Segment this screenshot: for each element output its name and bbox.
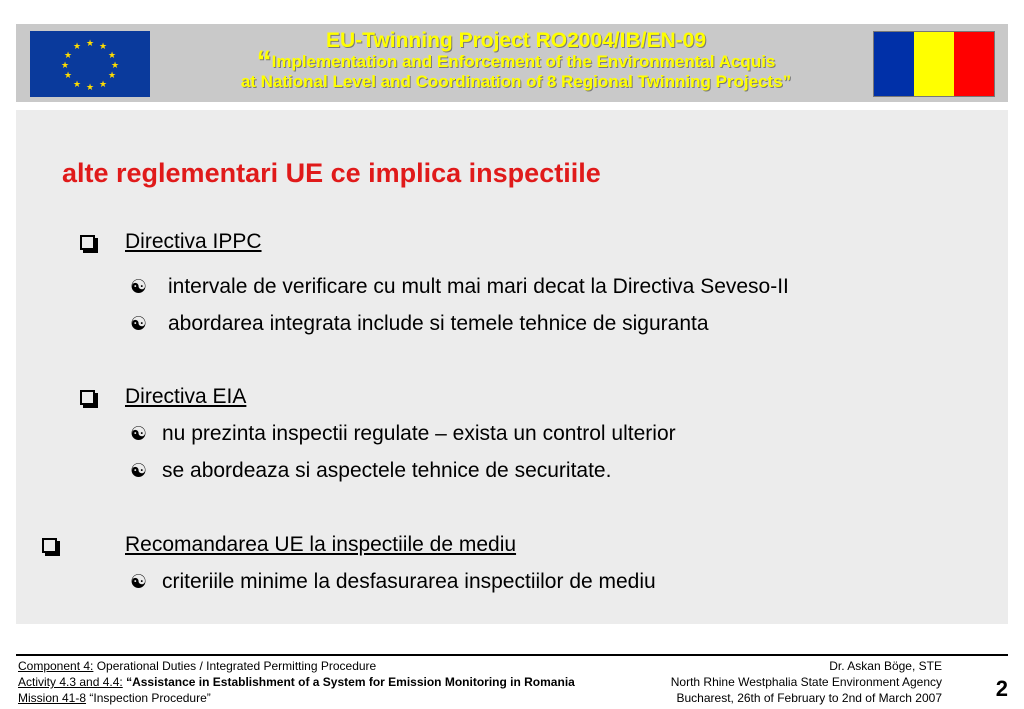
project-title — [166, 30, 866, 92]
title-line-2: Implementation and Enforcement of the Environmental Acquis — [271, 52, 776, 71]
footer-divider — [16, 654, 1008, 656]
list-item: ☯ intervale de verificare cu mult mai mari decat la Directiva Seveso-II — [130, 275, 789, 298]
footer-author: Dr. Askan Böge, STE — [829, 659, 942, 673]
checkbox-bullet-icon — [80, 390, 95, 405]
footer-left: Component 4: Operational Duties / Integrated Permitting Procedure Activity 4.3 and 4.4: “Assistance in Establishment of a System for Emission Monitoring in Romania Mission 41-8 “Inspection Procedure” — [18, 659, 575, 705]
section-title: Directiva EIA — [125, 385, 247, 408]
footer-agency: North Rhine Westphalia State Environment Agency — [670, 675, 942, 689]
svg-text:★: ★ — [72, 42, 82, 52]
section-recommendation — [42, 533, 516, 557]
title-line-3: at National Level and Coordination of 8 Regional Twinning Projects” — [240, 72, 792, 91]
svg-text:★: ★ — [85, 39, 95, 49]
svg-text:★: ★ — [63, 51, 73, 61]
svg-text:★: ★ — [63, 71, 73, 81]
footer-right — [671, 658, 942, 706]
eu-flag-icon — [30, 31, 150, 97]
section-ippc — [80, 230, 262, 254]
list-item: ☯ se abordeaza si aspectele tehnice de securitate. — [130, 459, 612, 482]
svg-text:★: ★ — [107, 71, 117, 81]
svg-text:★: ★ — [110, 61, 120, 71]
yin-yang-icon: ☯ — [130, 313, 148, 335]
yin-yang-icon: ☯ — [130, 276, 148, 298]
svg-text:★: ★ — [60, 61, 70, 71]
title-open-quote: “ — [256, 45, 272, 78]
yin-yang-icon: ☯ — [130, 571, 148, 593]
list-item: ☯ abordarea integrata include si temele tehnice de siguranta — [130, 312, 709, 335]
section-title: Recomandarea UE la inspectiile de mediu — [125, 533, 517, 556]
svg-text:★: ★ — [85, 83, 95, 93]
checkbox-bullet-icon — [80, 235, 95, 250]
list-item: ☯ nu prezinta inspectii regulate – exista un control ulterior — [130, 422, 676, 445]
footer-place-date: Bucharest, 26th of February to 2nd of March 2007 — [676, 691, 942, 705]
svg-text:★: ★ — [98, 80, 108, 90]
svg-text:★: ★ — [107, 51, 117, 61]
title-line-1: EU-Twinning Project RO2004/IB/EN-09 — [325, 29, 707, 52]
svg-text:★: ★ — [72, 80, 82, 90]
list-item: ☯ criteriile minime la desfasurarea inspectiilor de mediu — [130, 570, 656, 593]
romania-flag-icon — [873, 31, 995, 97]
header-banner — [16, 24, 1008, 102]
yin-yang-icon: ☯ — [130, 460, 148, 482]
section-title: Directiva IPPC — [125, 230, 262, 253]
svg-text:★: ★ — [98, 42, 108, 52]
slide-heading: alte reglementari UE ce implica inspectiile — [62, 158, 601, 188]
section-eia — [80, 385, 246, 409]
yin-yang-icon: ☯ — [130, 423, 148, 445]
page-number: 2 — [995, 676, 1008, 701]
checkbox-bullet-icon — [42, 538, 57, 553]
